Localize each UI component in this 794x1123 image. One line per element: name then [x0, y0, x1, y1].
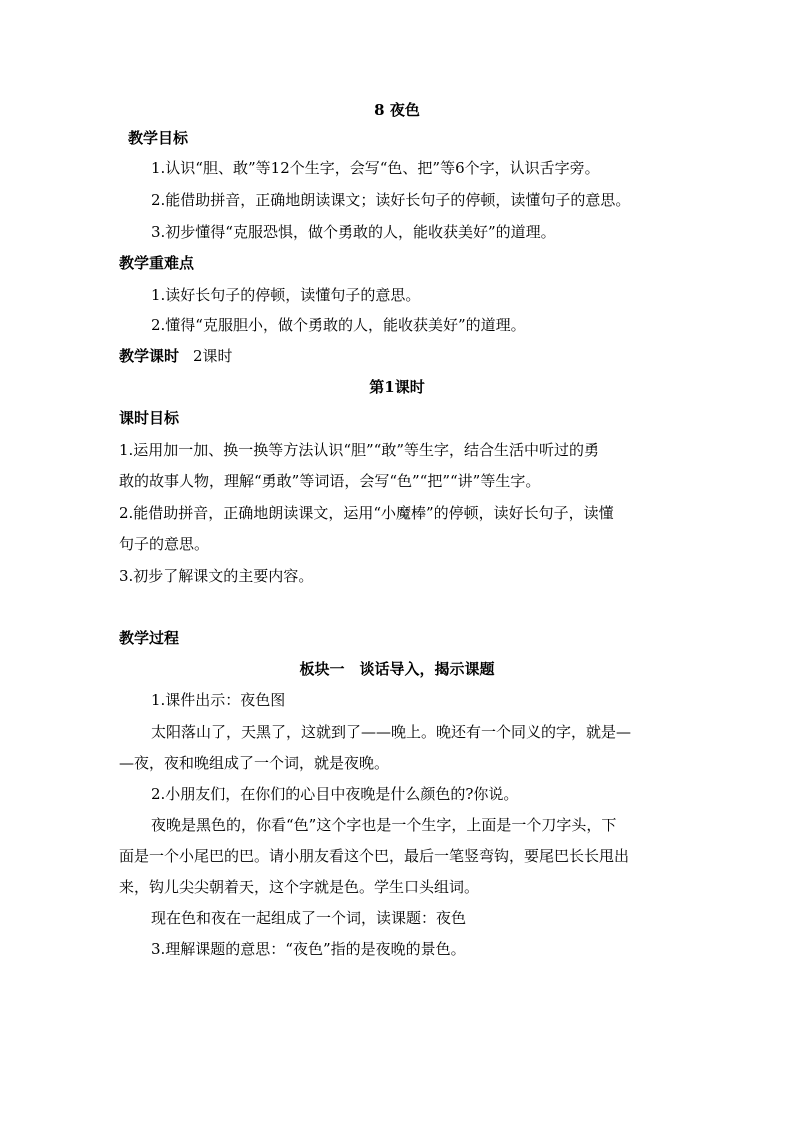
- process-line-8: 现在色和夜在一起组成了一个词，读课题：夜色: [151, 909, 467, 927]
- hours-row: [119, 346, 233, 366]
- goal-item-2: 2.能借助拼音，正确地朗读课文；读好长句子的停顿，读懂句子的意思。: [151, 191, 631, 209]
- hours-heading: 教学课时: [119, 347, 180, 365]
- process-heading: 教学过程: [119, 629, 180, 647]
- goal-item-3: 3.初步懂得“克服恐惧，做个勇敢的人，能收获美好”的道理。: [151, 223, 556, 241]
- goals-heading: 教学目标: [128, 129, 189, 147]
- block-one-title: 板块一 谈话导入，揭示课题: [299, 660, 495, 678]
- process-line-1: 1.课件出示：夜色图: [151, 691, 286, 709]
- process-line-5: 夜晚是黑色的，你看“色”这个字也是一个生字，上面是一个刀字头，下: [151, 816, 617, 834]
- lesson-goal-line-4: 句子的意思。: [119, 535, 210, 553]
- process-line-4: 2.小朋友们，在你们的心目中夜晚是什么颜色的?你说。: [151, 785, 519, 803]
- lesson-goals-heading: 课时目标: [119, 409, 180, 427]
- process-line-3: —夜，夜和晚组成了一个词，就是夜晚。: [119, 754, 390, 772]
- lesson-goal-line-3: 2.能借助拼音，正确地朗读课文，运用“小魔棒”的停顿，读好长句子，读懂: [119, 504, 614, 522]
- key-points-heading: 教学重难点: [119, 254, 195, 272]
- key-point-item-1: 1.读好长句子的停顿，读懂句子的意思。: [151, 286, 421, 304]
- process-line-9: 3.理解课题的意思：“夜色”指的是夜晚的景色。: [151, 940, 466, 958]
- hours-value: 2课时: [193, 347, 233, 365]
- goal-item-1: 1.认识“胆、敢”等12个生字，会写“色、把”等6个字，认识舌字旁。: [151, 159, 600, 177]
- lesson-goal-line-2: 敢的故事人物，理解“勇敢”等词语，会写“色”“把”“讲”等生字。: [119, 472, 541, 490]
- section-title-lesson-1: 第1课时: [369, 378, 425, 396]
- lesson-goal-line-5: 3.初步了解课文的主要内容。: [119, 567, 314, 585]
- lesson-goal-line-1: 1.运用加一加、换一换等方法认识“胆”“敢”等生字，结合生活中听过的勇: [119, 441, 599, 459]
- key-point-item-2: 2.懂得“克服胆小，做个勇敢的人，能收获美好”的道理。: [151, 316, 526, 334]
- lesson-title: 8 夜色: [374, 101, 420, 119]
- process-line-7: 来，钩儿尖尖朝着天，这个字就是色。学生口头组词。: [119, 878, 480, 896]
- process-line-2: 太阳落山了，天黑了，这就到了——晚上。晚还有一个同义的字，就是—: [151, 723, 632, 741]
- process-line-6: 面是一个小尾巴的巴。请小朋友看这个巴，最后一笔竖弯钩，要尾巴长长甩出: [119, 847, 630, 865]
